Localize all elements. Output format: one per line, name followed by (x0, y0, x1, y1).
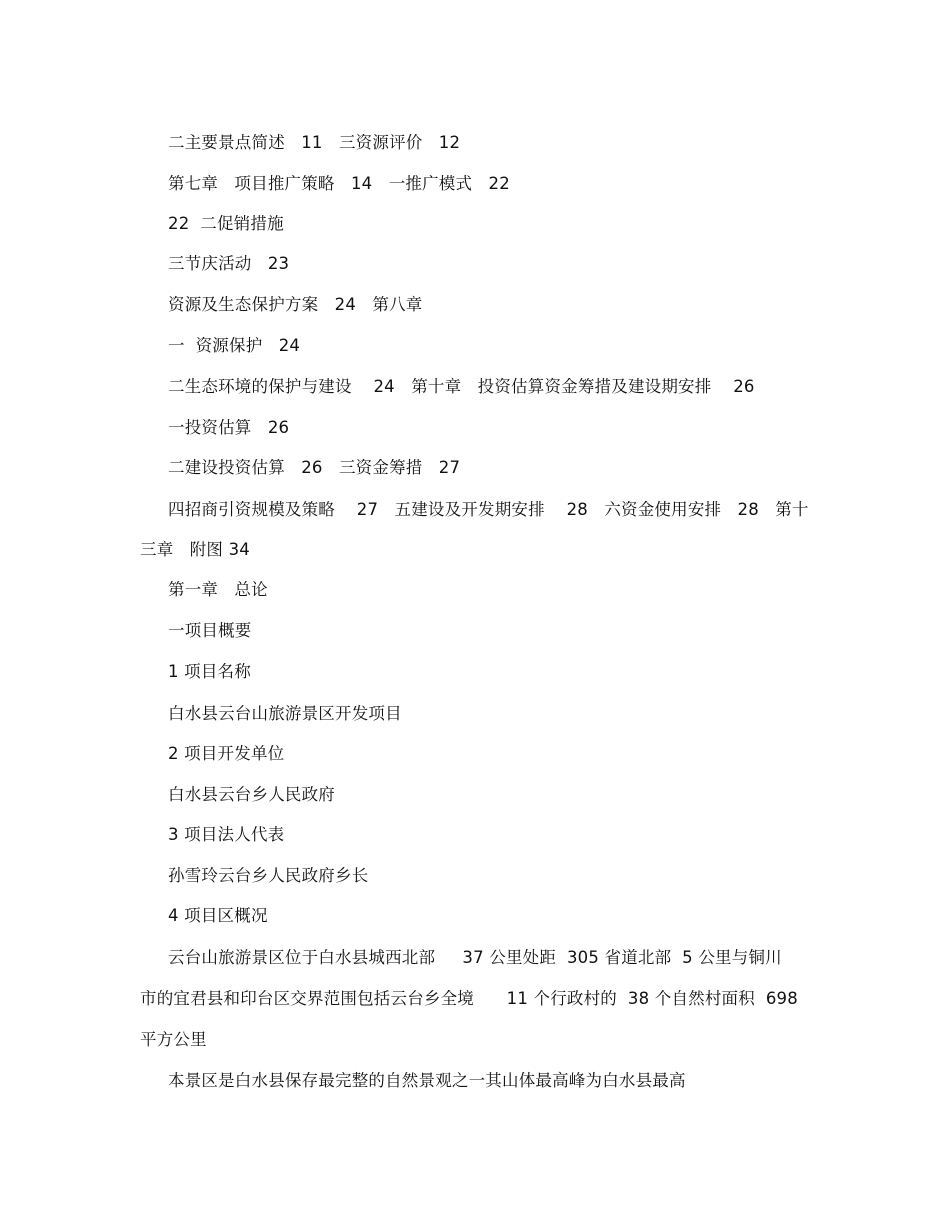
text-line: 云台山旅游景区位于白水县城西北部 37 公里处距 305 省道北部 5 公里与铜川 (168, 948, 782, 967)
text-line: 二生态环境的保护与建设 24 第十章 投资估算资金筹措及建设期安排 26 (168, 377, 755, 396)
text-line: 本景区是白水县保存最完整的自然景观之一其山体最高峰为白水县最高 (168, 1071, 686, 1090)
text-line: 第七章 项目推广策略 14 一推广模式 22 (168, 174, 510, 193)
text-line: 1 项目名称 (168, 662, 251, 681)
text-line: 平方公里 (140, 1030, 207, 1049)
text-line: 白水县云台山旅游景区开发项目 (168, 704, 402, 723)
text-line: 22 二促销措施 (168, 214, 284, 233)
text-line: 二建设投资估算 26 三资金筹措 27 (168, 458, 461, 477)
text-line: 资源及生态保护方案 24 第八章 (168, 295, 423, 314)
text-line: 孙雪玲云台乡人民政府乡长 (168, 866, 369, 885)
text-line: 一 资源保护 24 (168, 336, 301, 355)
text-line: 三章 附图 34 (140, 540, 250, 559)
text-line: 3 项目法人代表 (168, 825, 285, 844)
text-line: 白水县云台乡人民政府 (168, 785, 335, 804)
text-line: 2 项目开发单位 (168, 744, 285, 763)
text-line: 三节庆活动 23 (168, 254, 290, 273)
text-line: 一项目概要 (168, 621, 252, 640)
text-line: 二主要景点简述 11 三资源评价 12 (168, 133, 461, 152)
text-line: 四招商引资规模及策略 27 五建设及开发期安排 28 六资金使用安排 28 第十 (168, 500, 809, 519)
text-line: 市的宜君县和印台区交界范围包括云台乡全境 11 个行政村的 38 个自然村面积 698 (140, 989, 798, 1008)
text-line: 一投资估算 26 (168, 418, 290, 437)
text-line: 4 项目区概况 (168, 906, 268, 925)
text-line: 第一章 总论 (168, 580, 268, 599)
